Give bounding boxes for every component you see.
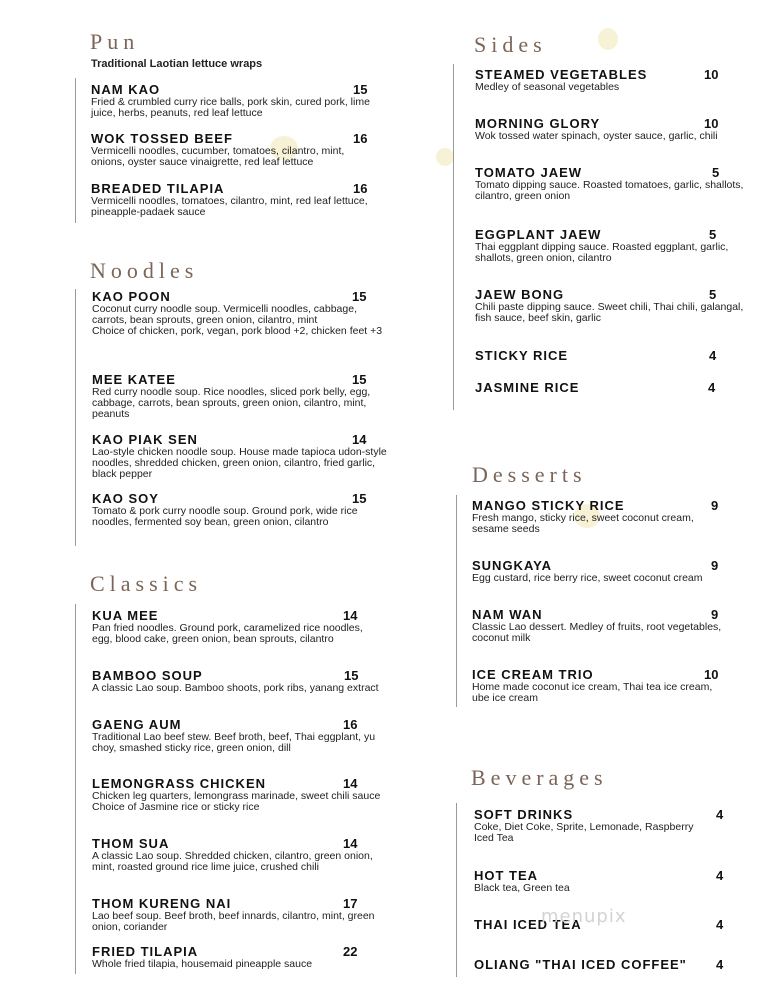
menu-item xyxy=(92,289,392,337)
menu-item-price: 17 xyxy=(343,896,358,911)
menu-item-description: Thai eggplant dipping sauce. Roasted eggplant, garlic, shallots, green onion, cilantro xyxy=(475,241,729,264)
menu-item-description: Coconut curry noodle soup. Vermicelli noodles, cabbage, carrots, bean sprouts, green onion, cilantro, mint xyxy=(92,303,357,326)
menu-item-price: 10 xyxy=(704,67,719,82)
section-subtitle-pun: Traditional Laotian lettuce wraps xyxy=(91,58,263,70)
menu-item xyxy=(92,608,382,645)
menu-item-price: 15 xyxy=(353,82,368,97)
menu-item-name: FRIED TILAPIA xyxy=(92,944,199,959)
section-title-desserts: Desserts xyxy=(472,462,587,487)
menu-item xyxy=(474,868,724,894)
menu-item xyxy=(472,607,732,644)
menu-item-description: Tomato & pork curry noodle soup. Ground pork, wide rice noodles, fermented soy bean, green onion, cilantro xyxy=(92,505,358,528)
menu-item-name: HOT TEA xyxy=(474,868,539,883)
menu-item-description: Chicken leg quarters, lemongrass marinade, sweet chili sauce xyxy=(92,790,381,802)
menu-item-name: NAM KAO xyxy=(91,82,161,97)
menu-item-description: Coke, Diet Coke, Sprite, Lemonade, Raspberry Iced Tea xyxy=(474,821,694,844)
menu-item-description: Vermicelli noodles, cucumber, tomatoes, cilantro, mint, onions, oyster sauce vinaigrette, red leaf lettuce xyxy=(91,145,345,168)
section-title-classics: Classics xyxy=(90,571,203,596)
menu-item-price: 9 xyxy=(711,607,719,622)
menu-item-name: KAO PIAK SEN xyxy=(92,432,198,447)
menu-item-price: 14 xyxy=(352,432,367,447)
menu-item xyxy=(91,131,381,168)
section-title-pun: Pun xyxy=(90,29,140,54)
menu-item-price: 5 xyxy=(712,165,720,180)
menu-item-name: BREADED TILAPIA xyxy=(91,181,225,196)
menu-item-price: 14 xyxy=(343,776,358,791)
menu-item xyxy=(92,432,392,480)
menu-item xyxy=(472,667,732,704)
menu-item-price: 15 xyxy=(344,668,359,683)
menu-item xyxy=(475,227,745,264)
menu-item-description: Choice of Jasmine rice or sticky rice xyxy=(92,801,260,813)
divider-line xyxy=(456,803,457,977)
menu-item-price: 4 xyxy=(709,348,717,363)
menu-item-price: 10 xyxy=(704,667,719,682)
menu-item-description: Black tea, Green tea xyxy=(474,882,570,894)
menu-item xyxy=(92,896,382,933)
menu-item-name: KUA MEE xyxy=(92,608,159,623)
menu-item-description: Pan fried noodles. Ground pork, caramelized rice noodles, egg, blood cake, green onion, bean sprouts, cilantro xyxy=(92,622,363,645)
menu-item-name: TOMATO JAEW xyxy=(475,165,583,180)
menu-item-name: KAO POON xyxy=(92,289,171,304)
menu-item xyxy=(474,957,724,972)
menu-item-description: A classic Lao soup. Bamboo shoots, pork ribs, yanang extract xyxy=(92,682,379,694)
menu-item-name: STICKY RICE xyxy=(475,348,569,363)
menu-item xyxy=(92,372,392,420)
menu-item-price: 4 xyxy=(716,807,724,822)
menu-item-name: MORNING GLORY xyxy=(475,116,601,131)
menu-item xyxy=(475,287,745,324)
menu-item xyxy=(472,498,732,535)
menu-item-description: Fresh mango, sticky rice, sweet coconut cream, sesame seeds xyxy=(472,512,694,535)
menu-item-price: 4 xyxy=(716,868,724,883)
divider-line xyxy=(75,78,76,223)
menu-item-name: THOM KURENG NAI xyxy=(92,896,232,911)
watermark-text: menupix xyxy=(541,906,627,927)
menu-item-name: WOK TOSSED BEEF xyxy=(91,131,233,146)
menu-item-price: 15 xyxy=(352,289,367,304)
menu-item-price: 16 xyxy=(353,181,368,196)
menu-item-price: 16 xyxy=(343,717,358,732)
menu-item-price: 4 xyxy=(708,380,716,395)
menu-item xyxy=(475,67,745,93)
divider-line xyxy=(75,289,76,546)
menu-item-name: MANGO STICKY RICE xyxy=(472,498,625,513)
divider-line xyxy=(456,495,457,707)
menu-item-description: Traditional Lao beef stew. Beef broth, beef, Thai eggplant, yu choy, smashed sticky rice, green onion, dill xyxy=(92,731,376,754)
stain xyxy=(598,28,618,50)
menu-item-price: 4 xyxy=(716,917,724,932)
menu-item-name: THOM SUA xyxy=(92,836,170,851)
section-title-beverages: Beverages xyxy=(471,765,608,790)
menu-item-description: Lao beef soup. Beef broth, beef innards, cilantro, mint, green onion, coriander xyxy=(92,910,375,933)
menu-item-price: 9 xyxy=(711,498,719,513)
menu-item xyxy=(92,776,382,813)
menu-item-name: SUNGKAYA xyxy=(472,558,553,573)
menu-item-description: Red curry noodle soup. Rice noodles, sliced pork belly, egg, cabbage, carrots, bean sprouts, green onion, cilantro, mint, peanuts xyxy=(92,386,371,420)
menu-item xyxy=(472,558,732,584)
menu-item-price: 5 xyxy=(709,287,717,302)
menu-item-price: 9 xyxy=(711,558,719,573)
menu-item-name: KAO SOY xyxy=(92,491,159,506)
menu-item-description: Home made coconut ice cream, Thai tea ice cream, ube ice cream xyxy=(472,681,713,704)
menu-item-price: 22 xyxy=(343,944,358,959)
menu-item-name: LEMONGRASS CHICKEN xyxy=(92,776,267,791)
menu-item-name: ICE CREAM TRIO xyxy=(472,667,594,682)
menu-item-price: 5 xyxy=(709,227,717,242)
menu-item-description: Egg custard, rice berry rice, sweet coconut cream xyxy=(472,572,703,584)
menu-item-description: Wok tossed water spinach, oyster sauce, garlic, chili xyxy=(475,130,718,142)
menu-item-name: OLIANG "THAI ICED COFFEE" xyxy=(474,957,687,972)
menu-item xyxy=(92,836,382,873)
section-title-sides: Sides xyxy=(474,32,547,57)
menu-item-price: 14 xyxy=(343,608,358,623)
menu-item-name: STEAMED VEGETABLES xyxy=(475,67,648,82)
menu-item-description: Classic Lao dessert. Medley of fruits, root vegetables, coconut milk xyxy=(472,621,722,644)
menu-item-name: SOFT DRINKS xyxy=(474,807,574,822)
menu-item-price: 4 xyxy=(716,957,724,972)
menu-item xyxy=(475,380,745,395)
menu-item-description: Tomato dipping sauce. Roasted tomatoes, garlic, shallots, cilantro, green onion xyxy=(475,179,744,202)
menu-item-price: 15 xyxy=(352,372,367,387)
menu-item xyxy=(91,82,381,119)
menu-item-name: GAENG AUM xyxy=(92,717,182,732)
menu-item xyxy=(92,717,382,754)
menu-item xyxy=(92,491,392,528)
menu-item-price: 15 xyxy=(352,491,367,506)
divider-line xyxy=(75,604,76,974)
menu-item-name: JASMINE RICE xyxy=(475,380,580,395)
section-title-noodles: Noodles xyxy=(90,258,199,283)
stain xyxy=(436,148,454,166)
menu-item-price: 10 xyxy=(704,116,719,131)
menu-item-name: MEE KATEE xyxy=(92,372,176,387)
menu-item-description: A classic Lao soup. Shredded chicken, cilantro, green onion, mint, roasted ground rice lime juice, crushed chili xyxy=(92,850,373,873)
menu-item-name: NAM WAN xyxy=(472,607,543,622)
menu-item-description: Lao-style chicken noodle soup. House made tapioca udon-style noodles, shredded chicken, green onion, cilantro, fried garlic, black pepper xyxy=(92,446,387,480)
menu-item xyxy=(91,181,381,218)
menu-item-name: JAEW BONG xyxy=(475,287,565,302)
menu-item xyxy=(475,165,745,202)
menu-item-price: 16 xyxy=(353,131,368,146)
menu-item-description: Vermicelli noodles, tomatoes, cilantro, mint, red leaf lettuce, pineapple-padaek sauce xyxy=(91,195,368,218)
menu-item xyxy=(92,944,382,970)
menu-item-price: 14 xyxy=(343,836,358,851)
menu-item-name: EGGPLANT JAEW xyxy=(475,227,602,242)
divider-line xyxy=(453,64,454,410)
menu-item xyxy=(474,807,724,844)
menu-item xyxy=(475,348,745,363)
menu-item-description: Whole fried tilapia, housemaid pineapple sauce xyxy=(92,958,313,970)
menu-item-description: Medley of seasonal vegetables xyxy=(475,81,620,93)
menu-item xyxy=(475,116,745,142)
menu-item-description: Choice of chicken, pork, vegan, pork blood +2, chicken feet +3 xyxy=(92,325,383,337)
menu-item-name: BAMBOO SOUP xyxy=(92,668,203,683)
menu-item-description: Fried & crumbled curry rice balls, pork skin, cured pork, lime juice, herbs, peanuts, red leaf lettuce xyxy=(91,96,370,119)
menu-item xyxy=(92,668,382,694)
menu-item-description: Chili paste dipping sauce. Sweet chili, Thai chili, galangal, fish sauce, beef skin, garlic xyxy=(475,301,744,324)
menu-item-name: THAI ICED TEA xyxy=(474,917,582,932)
